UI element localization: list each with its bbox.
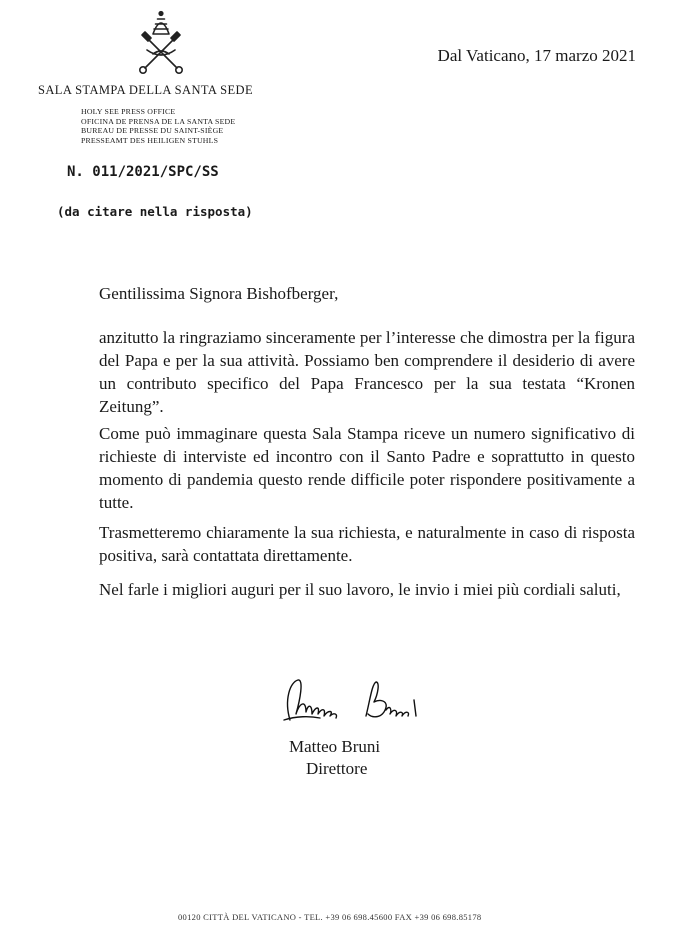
paragraph: Nel farle i migliori auguri per il suo lavoro, le invio i miei più cordiali saluti, xyxy=(99,580,621,599)
protocol-number: N. 011/2021/SPC/SS xyxy=(67,164,219,180)
papal-coat-of-arms-icon xyxy=(133,10,189,74)
salutation: Gentilissima Signora Bishofberger, xyxy=(99,284,339,303)
paragraph: Trasmetteremo chiaramente la sua richiesta, e naturalmente in caso di risposta positiva, sarà contattata direttamente. xyxy=(99,523,635,565)
office-name-translations xyxy=(81,107,288,145)
handwritten-signature xyxy=(276,670,436,736)
office-name-french: BUREAU DE PRESSE DU SAINT-SIÈGE xyxy=(81,126,224,136)
office-name-german: PRESSEAMT DES HEILIGEN STUHLS xyxy=(81,135,219,145)
paragraph: anzitutto la ringraziamo sinceramente per l’interesse che dimostra per la figura del Papa e per la sua attività. Possiamo ben comprendere il desiderio di avere un contributo specifico del Papa Francesco per la sua testata “Kronen Zeitung”. xyxy=(99,328,635,416)
office-name-english: HOLY SEE PRESS OFFICE xyxy=(81,107,176,116)
citation-note: (da citare nella risposta) xyxy=(57,204,253,219)
office-name-spanish: OFICINA DE PRENSA DE LA SANTA SEDE xyxy=(81,116,236,126)
paragraph: Come può immaginare questa Sala Stampa riceve un numero significativo di richieste di interviste ed incontro con il Santo Padre e soprattutto in questo momento di pandemia questo rende difficile poter rispondere positivamente a tutte. xyxy=(99,424,635,512)
signer-title: Direttore xyxy=(306,759,368,778)
date-line: Dal Vaticano, 17 marzo 2021 xyxy=(437,46,636,65)
office-name: SALA STAMPA DELLA SANTA SEDE xyxy=(38,83,254,97)
footer-address: 00120 CITTÀ DEL VATICANO - TEL. +39 06 698.45600 FAX +39 06 698.85178 xyxy=(178,912,482,922)
signer-name: Matteo Bruni xyxy=(289,737,381,756)
letterhead xyxy=(38,83,288,145)
